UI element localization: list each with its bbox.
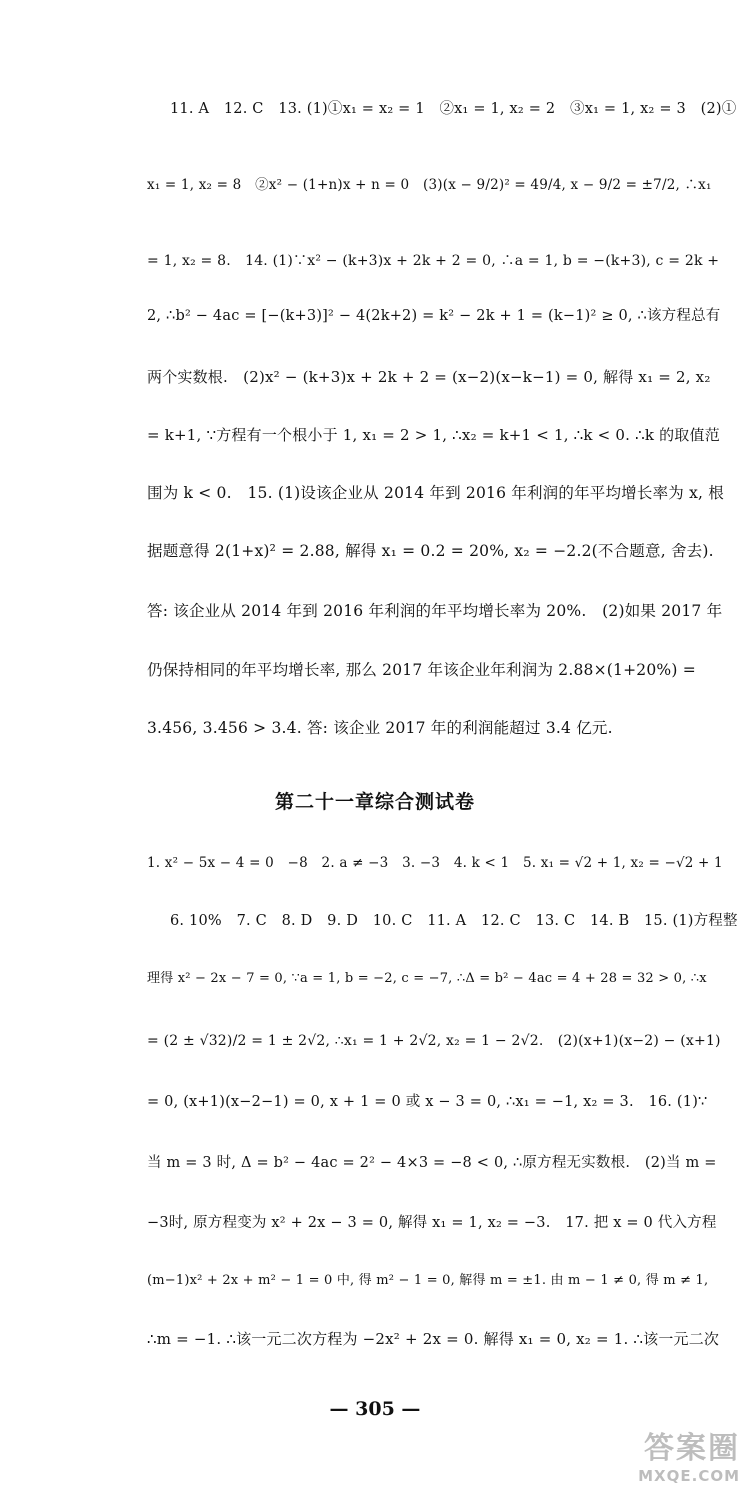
text-line: 理得 x² − 2x − 7 = 0, ∵a = 1, b = −2, c = −7, ∴Δ = b² − 4ac = 4 + 28 = 32 > 0, ∴x [147,971,707,986]
text-line: = 1, x₂ = 8. 14. (1)∵x² − (k+3)x + 2k + 2 = 0, ∴a = 1, b = −(k+3), c = 2k + [147,253,720,269]
text-line: 仍保持相同的年平均增长率, 那么 2017 年该企业年利润为 2.88×(1+20%) = [147,661,696,679]
text-line: −3时, 原方程变为 x² + 2x − 3 = 0, 解得 x₁ = 1, x₂ = −3. 17. 把 x = 0 代入方程 [147,1215,717,1231]
page-number: — 305 — [329,1398,421,1420]
text-line: = k+1, ∵方程有一个根小于 1, x₁ = 2 > 1, ∴x₂ = k+1 < 1, ∴k < 0. ∴k 的取值范 [147,426,720,444]
text-line: 11. A 12. C 13. (1)①x₁ = x₂ = 1 ②x₁ = 1, x₂ = 2 ③x₁ = 1, x₂ = 3 (2)① [170,101,737,117]
text-line: 1. x² − 5x − 4 = 0 −8 2. a ≠ −3 3. −3 4. k < 1 5. x₁ = √2 + 1, x₂ = −√2 + 1 [147,855,723,871]
text-line: = 0, (x+1)(x−2−1) = 0, x + 1 = 0 或 x − 3 = 0, ∴x₁ = −1, x₂ = 3. 16. (1)∵ [147,1094,708,1110]
text-line: 答: 该企业从 2014 年到 2016 年利润的年平均增长率为 20%. (2)如果 2017 年 [147,602,723,620]
text-line: 6. 10% 7. C 8. D 9. D 10. C 11. A 12. C 13. C 14. B 15. (1)方程整 [170,913,738,929]
text-line: 围为 k < 0. 15. (1)设该企业从 2014 年到 2016 年利润的年平均增长率为 x, 根 [147,484,725,502]
text-line: 当 m = 3 时, Δ = b² − 4ac = 2² − 4×3 = −8 < 0, ∴原方程无实数根. (2)当 m = [147,1155,717,1171]
text-line: ∴m = −1. ∴该一元二次方程为 −2x² + 2x = 0. 解得 x₁ = 0, x₂ = 1. ∴该一元二次 [147,1330,720,1348]
text-line: 3.456, 3.456 > 3.4. 答: 该企业 2017 年的利润能超过 3.4 亿元. [147,719,613,737]
text-line: (m−1)x² + 2x + m² − 1 = 0 中, 得 m² − 1 = 0, 解得 m = ±1. 由 m − 1 ≠ 0, 得 m ≠ 1, [147,1273,709,1288]
text-line: 两个实数根. (2)x² − (k+3)x + 2k + 2 = (x−2)(x−k−1) = 0, 解得 x₁ = 2, x₂ [147,368,711,386]
text-line: = (2 ± √32)/2 = 1 ± 2√2, ∴x₁ = 1 + 2√2, x₂ = 1 − 2√2. (2)(x+1)(x−2) − (x+1) [147,1033,721,1049]
watermark-chinese: 答案圈 [644,1431,740,1466]
site-watermark [638,1423,740,1485]
chapter-test-heading: 第二十一章综合测试卷 [274,791,475,813]
text-line: 2, ∴b² − 4ac = [−(k+3)]² − 4(2k+2) = k² − 2k + 1 = (k−1)² ≥ 0, ∴该方程总有 [147,308,721,324]
watermark-english: MXQE.COM [638,1467,740,1485]
text-line: 据题意得 2(1+x)² = 2.88, 解得 x₁ = 0.2 = 20%, x₂ = −2.2(不合题意, 舍去). [147,542,714,560]
text-line: x₁ = 1, x₂ = 8 ②x² − (1+n)x + n = 0 (3)(x − 9/2)² = 49/4, x − 9/2 = ±7/2, ∴x₁ [147,177,712,193]
